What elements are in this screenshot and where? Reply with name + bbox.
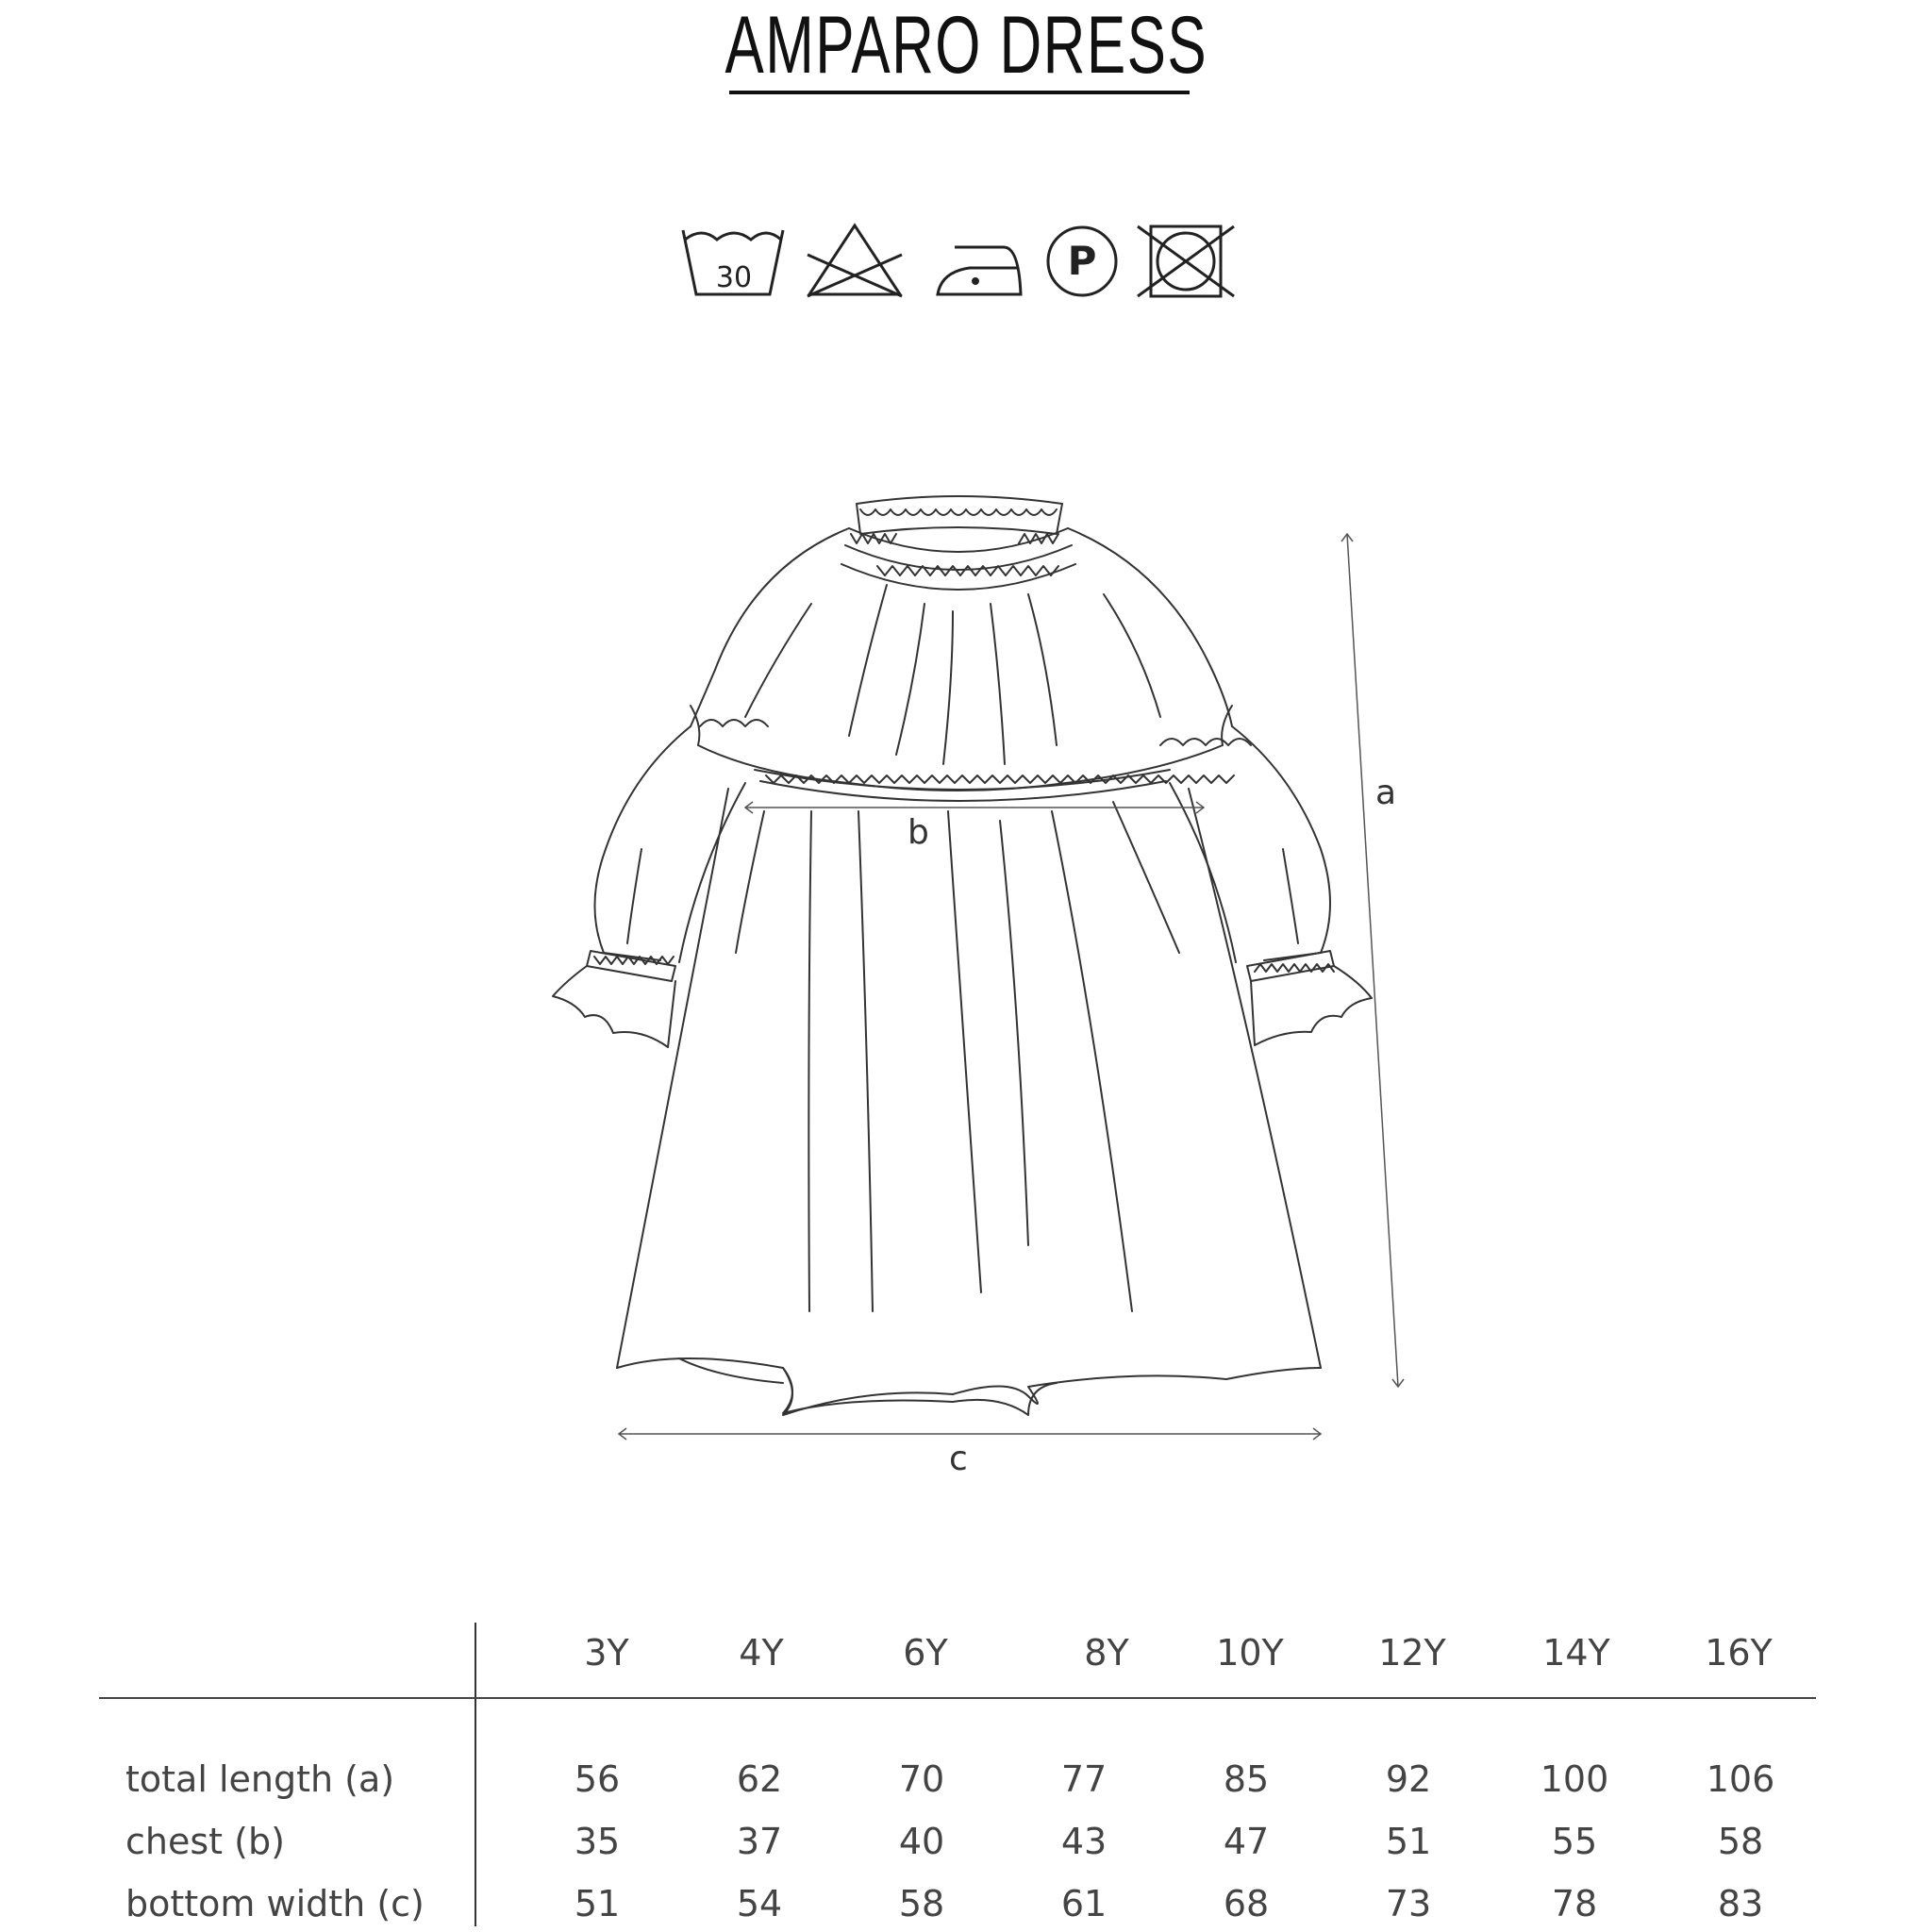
table-cell: 55 xyxy=(1551,1821,1598,1862)
size-table xyxy=(99,1623,1825,1924)
row-label-total-length: total length (a) xyxy=(125,1758,395,1800)
size-header-6y: 6Y xyxy=(903,1632,948,1674)
table-cell: 85 xyxy=(1223,1758,1270,1800)
table-cell: 70 xyxy=(898,1758,945,1800)
size-header-12y: 12Y xyxy=(1378,1632,1446,1674)
size-header-16y: 16Y xyxy=(1705,1632,1773,1674)
row-label-chest: chest (b) xyxy=(125,1821,285,1862)
table-cell: 54 xyxy=(736,1883,783,1924)
size-header-8y: 8Y xyxy=(1084,1632,1129,1674)
table-cell: 83 xyxy=(1717,1883,1764,1924)
table-cell: 78 xyxy=(1551,1883,1598,1924)
table-cell: 62 xyxy=(736,1758,783,1800)
dry-clean-letter: P xyxy=(1067,238,1097,284)
table-cell: 56 xyxy=(574,1758,621,1800)
table-cell: 51 xyxy=(574,1883,621,1924)
size-header-3y: 3Y xyxy=(584,1632,629,1674)
table-cell: 100 xyxy=(1540,1758,1609,1800)
measure-label-a: a xyxy=(1375,774,1397,812)
table-cell: 43 xyxy=(1060,1821,1108,1862)
table-vertical-divider xyxy=(475,1623,476,1926)
size-header-14y: 14Y xyxy=(1542,1632,1610,1674)
table-cell: 77 xyxy=(1060,1758,1108,1800)
table-cell: 51 xyxy=(1385,1821,1432,1862)
table-cell: 37 xyxy=(736,1821,783,1862)
page-title: AMPARO DRESS xyxy=(724,0,1208,91)
table-header-divider xyxy=(99,1697,1816,1699)
size-header-4y: 4Y xyxy=(739,1632,784,1674)
row-label-bottom-width: bottom width (c) xyxy=(125,1883,425,1924)
measure-label-c: c xyxy=(949,1440,968,1478)
table-cell: 40 xyxy=(898,1821,945,1862)
size-header-10y: 10Y xyxy=(1216,1632,1284,1674)
table-cell: 68 xyxy=(1223,1883,1270,1924)
table-cell: 58 xyxy=(898,1883,945,1924)
table-cell: 47 xyxy=(1223,1821,1270,1862)
table-cell: 61 xyxy=(1060,1883,1108,1924)
table-cell: 73 xyxy=(1385,1883,1432,1924)
table-cell: 58 xyxy=(1717,1821,1764,1862)
wash-temp-text: 30 xyxy=(715,261,753,294)
table-cell: 35 xyxy=(574,1821,621,1862)
table-cell: 106 xyxy=(1706,1758,1775,1800)
measure-label-b: b xyxy=(908,813,929,852)
table-cell: 92 xyxy=(1385,1758,1432,1800)
